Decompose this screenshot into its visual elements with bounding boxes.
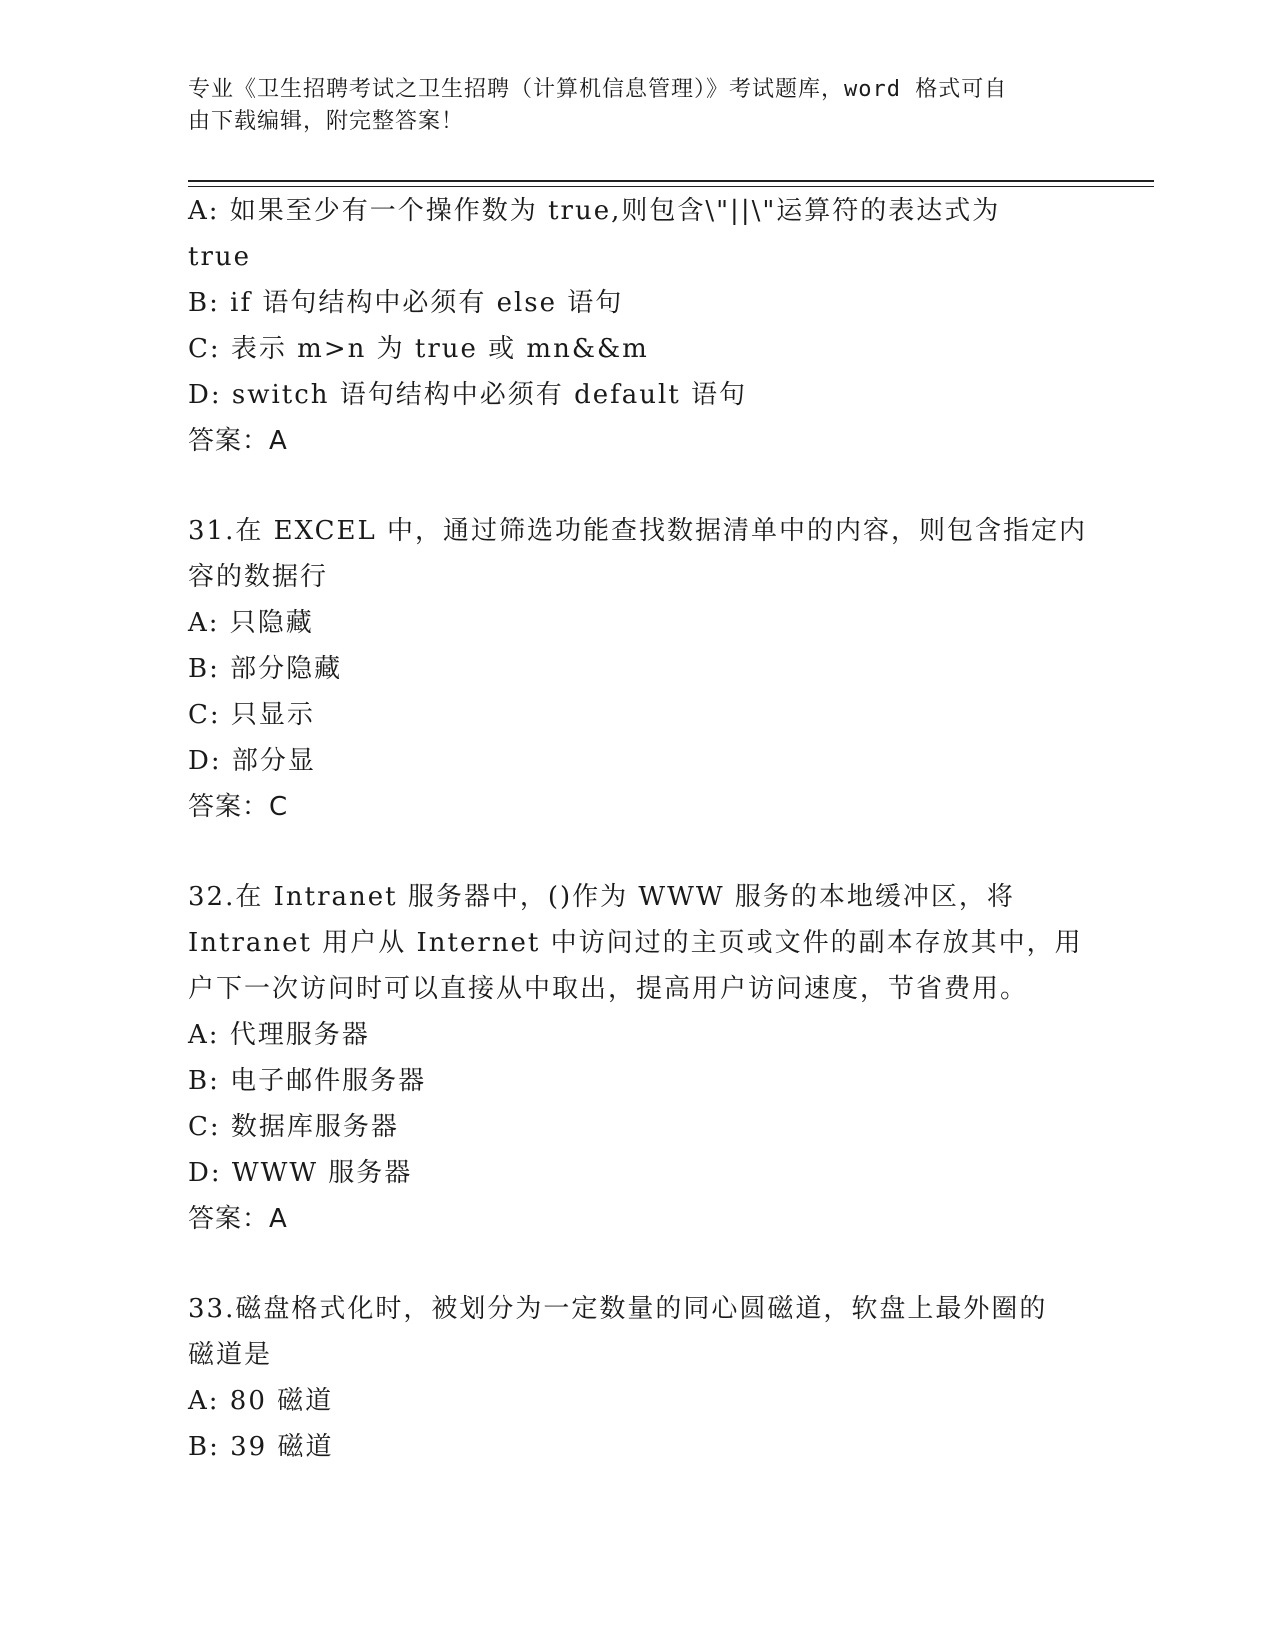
option-a: A: 代理服务器 [188, 1020, 370, 1050]
answer: 答案：A [188, 1204, 288, 1234]
question-stem: 31.在 EXCEL 中，通过筛选功能查找数据清单中的内容，则包含指定内 [188, 516, 1088, 546]
header-line-2: 由下载编辑，附完整答案！ [188, 109, 465, 134]
option-c: C: 数据库服务器 [188, 1112, 399, 1142]
option-b: B: 部分隐藏 [188, 654, 343, 684]
question-stem: 33.磁盘格式化时，被划分为一定数量的同心圆磁道，软盘上最外圈的 [188, 1294, 1048, 1324]
answer: 答案：C [188, 792, 289, 822]
header-rule-thick [188, 180, 1154, 182]
question-list [188, 188, 1088, 1470]
option-a-continued: true [188, 242, 252, 272]
question-stem-continued: 容的数据行 [188, 562, 329, 592]
question-stem-continued: 户下一次访问时可以直接从中取出，提高用户访问速度，节省费用。 [188, 974, 1029, 1004]
question-33 [188, 1286, 1088, 1470]
header-line-1: 专业《卫生招聘考试之卫生招聘（计算机信息管理）》考试题库，word 格式可自 [188, 77, 1008, 102]
answer: 答案：A [188, 426, 288, 456]
option-a: A: 如果至少有一个操作数为 true,则包含\"||\"运算符的表达式为 [188, 196, 1001, 226]
option-c: C: 表示 m>n 为 true 或 mn&&m [188, 334, 649, 364]
question-stem-continued: 磁道是 [188, 1340, 273, 1370]
question-31 [188, 508, 1088, 830]
option-d: D: 部分显 [188, 746, 316, 776]
spacer [188, 1242, 1088, 1286]
option-d: D: WWW 服务器 [188, 1158, 413, 1188]
option-a: A: 只隐藏 [188, 608, 314, 638]
option-c: C: 只显示 [188, 700, 315, 730]
option-b: B: 39 磁道 [188, 1432, 334, 1462]
option-b: B: if 语句结构中必须有 else 语句 [188, 288, 624, 318]
question-30 [188, 188, 1088, 464]
header-rule-thin [188, 186, 1154, 187]
spacer [188, 830, 1088, 874]
spacer [188, 464, 1088, 508]
option-d: D: switch 语句结构中必须有 default 语句 [188, 380, 747, 410]
question-stem: 32.在 Intranet 服务器中，()作为 WWW 服务的本地缓冲区，将 [188, 882, 1015, 912]
question-32 [188, 874, 1088, 1242]
option-b: B: 电子邮件服务器 [188, 1066, 427, 1096]
option-a: A: 80 磁道 [188, 1386, 334, 1416]
question-stem-continued: Intranet 用户从 Internet 中访问过的主页或文件的副本存放其中，用 [188, 928, 1083, 958]
document-header [188, 74, 1068, 138]
